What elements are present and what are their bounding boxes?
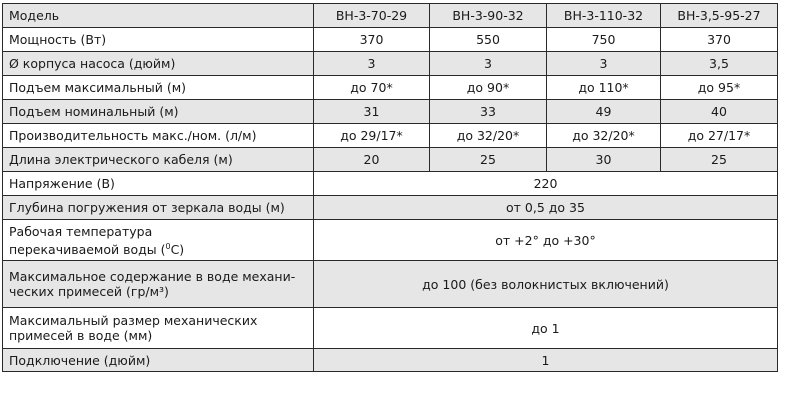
table-row-impurity-content: [3, 261, 778, 308]
table-row-model: [3, 4, 778, 28]
cell-value: 3: [430, 52, 547, 76]
cell-value: 25: [661, 148, 778, 172]
table-row-cable: [3, 148, 778, 172]
cell-value: 220: [314, 172, 778, 196]
cell-value: 30: [547, 148, 661, 172]
row-label-line: ческих примесей (гр/м³): [9, 284, 169, 299]
row-label-line: Рабочая температура: [9, 223, 153, 239]
cell-value: до 90*: [430, 76, 547, 100]
cell-value: до 32/20*: [430, 124, 547, 148]
row-label: Подъем максимальный (м): [3, 76, 314, 100]
row-label: Мощность (Вт): [3, 28, 314, 52]
row-label: Подъем номинальный (м): [3, 100, 314, 124]
cell-value: 3: [547, 52, 661, 76]
row-label: Глубина погружения от зеркала воды (м): [3, 196, 314, 220]
cell-value: 750: [547, 28, 661, 52]
row-label: Модель: [3, 4, 314, 28]
table-row-temperature: [3, 220, 778, 261]
cell-value: 40: [661, 100, 778, 124]
row-label: Длина электрического кабеля (м): [3, 148, 314, 172]
model-name: ВН-3-90-32: [430, 4, 547, 28]
cell-value: до 29/17*: [314, 124, 430, 148]
cell-value: 25: [430, 148, 547, 172]
cell-value: до 32/20*: [547, 124, 661, 148]
cell-value: от +2° до +30°: [314, 220, 778, 261]
table-row-impurity-size: [3, 308, 778, 349]
cell-value: до 95*: [661, 76, 778, 100]
model-name: ВН-3-70-29: [314, 4, 430, 28]
cell-value: 20: [314, 148, 430, 172]
table-row-nominal-head: [3, 100, 778, 124]
cell-value: до 1: [314, 308, 778, 349]
cell-value: до 70*: [314, 76, 430, 100]
table-row-depth: [3, 196, 778, 220]
cell-value: от 0,5 до 35: [314, 196, 778, 220]
degree-superscript: 0: [165, 241, 171, 251]
row-label-line: перекачиваемой воды (: [9, 241, 166, 257]
cell-value: 49: [547, 100, 661, 124]
row-label: Напряжение (В): [3, 172, 314, 196]
cell-value: 550: [430, 28, 547, 52]
model-name: ВН-3-110-32: [547, 4, 661, 28]
row-label-unit: С): [170, 241, 185, 257]
table-row-diameter: [3, 52, 778, 76]
pump-spec-table: [2, 3, 778, 372]
model-name: ВН-3,5-95-27: [661, 4, 778, 28]
row-label-line: Максимальный размер механических: [9, 313, 258, 328]
cell-value: 33: [430, 100, 547, 124]
cell-value: до 110*: [547, 76, 661, 100]
cell-value: до 100 (без волокнистых включений): [314, 261, 778, 308]
cell-value: 1: [314, 349, 778, 372]
cell-value: до 27/17*: [661, 124, 778, 148]
row-label-line: Максимальное содержание в воде механи-: [9, 269, 296, 284]
table-row-voltage: [3, 172, 778, 196]
cell-value: 370: [314, 28, 430, 52]
table-row-connection: [3, 349, 778, 372]
row-label: [3, 220, 314, 261]
table-row-power: [3, 28, 778, 52]
cell-value: 3: [314, 52, 430, 76]
cell-value: 3,5: [661, 52, 778, 76]
table-row-flow: [3, 124, 778, 148]
row-label: [3, 261, 314, 308]
row-label-line: примесей в воде (мм): [9, 328, 153, 343]
row-label: Ø корпуса насоса (дюйм): [3, 52, 314, 76]
row-label: Подключение (дюйм): [3, 349, 314, 372]
table-row-max-head: [3, 76, 778, 100]
row-label: Производительность макс./ном. (л/м): [3, 124, 314, 148]
cell-value: 370: [661, 28, 778, 52]
row-label: [3, 308, 314, 349]
cell-value: 31: [314, 100, 430, 124]
